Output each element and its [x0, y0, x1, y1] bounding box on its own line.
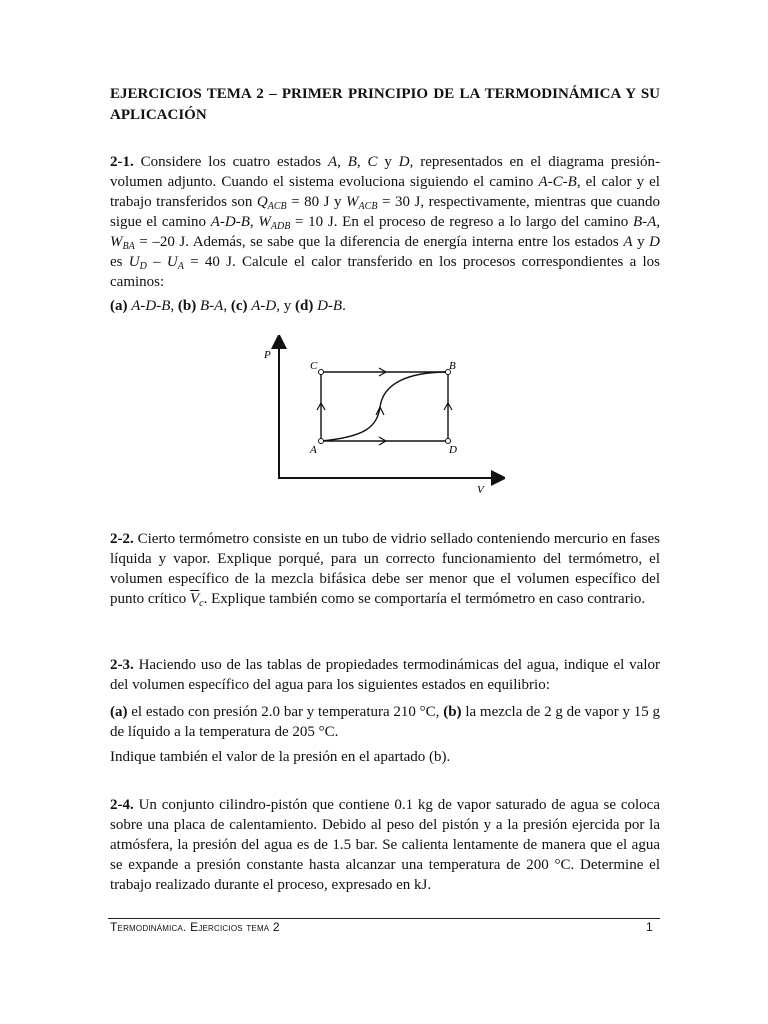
page-title: EJERCICIOS TEMA 2 – PRIMER PRINCIPIO DE LA TERMODINÁMICA Y SU APLICACIÓN — [110, 86, 660, 123]
exercise-2-1-parts: (a) A-D-B, (b) B-A, (c) A-D, y (d) D-B. — [110, 298, 346, 314]
exercise-number: 2-3. — [110, 657, 134, 673]
exercise-2-1: 2-1. Considere los cuatro estados A, B, C y D, representados en el diagrama presión-volumen adjunto. Cuando el sistema evoluciona siguiendo el camino A-C-B, el calor y el trabajo transferidos son $Q_{ACB} = 80$ J y $W_{ACB} = 30$ J, respectivamente, mientras que cuando sigue el camino A-D-B, $W_{ADB} = 10$ J. En el proceso de regreso a lo largo del camino B-A, $W_{BA} = -20$ J. Además, se sabe que la diferencia de energía interna entre los estados A y D es $U_D - U_A = 40$ J. Calcule el calor transferido en los procesos correspondientes a los caminos: — [110, 154, 661, 290]
exercise-2-4: 2-4. Un conjunto cilindro-pistón que contiene 0.1 kg de vapor saturado de agua se coloca sobre una placa de calentamiento. Debido al peso del pistón y a la presión ejercida por la atmósfera, la presión del agua es de 1.5 bar. Se calienta lentamente de manera que el agua se expande a presión constante hasta alcanzar una temperatura de 200 °C. Determine el trabajo realizado durante el proceso, expresado en kJ. — [110, 797, 660, 893]
footer-title: Termodinámica. Ejercicios tema 2 — [110, 920, 280, 934]
page-number: 1 — [646, 920, 653, 934]
exercise-number: 2-2. — [110, 531, 134, 547]
label-c: C — [310, 360, 318, 372]
label-a: A — [310, 444, 317, 456]
arrow-a-b — [376, 407, 384, 415]
exercise-2-3: 2-3. Haciendo uso de las tablas de propiedades termodinámicas del agua, indique el valor del volumen específico del agua para los siguientes estados en equilibrio: — [110, 657, 660, 693]
exercise-2-3-parts: (a) el estado con presión 2.0 bar y temperatura 210 °C, (b) la mezcla de 2 g de vapor y 15 g de líquido a la temperatura de 205 °C. — [110, 704, 660, 740]
pv-diagram — [255, 335, 505, 500]
point-d — [446, 439, 451, 444]
v-axis-label: V — [477, 484, 484, 496]
p-axis-label: P — [264, 349, 271, 361]
footer-divider — [108, 918, 660, 919]
path-a-b-curve — [321, 372, 448, 441]
exercise-2-2: 2-2. Cierto termómetro consiste en un tubo de vidrio sellado conteniendo mercurio en fases líquida y vapor. Explique porqué, para un correcto funcionamiento del termómetro, el volumen específico de la mezcla bifásica debe ser menor que el volumen específico del punto crítico $\overline{V}_c$. Explique también como se comportaría el termómetro en caso contrario. — [110, 531, 660, 609]
label-b: B — [449, 360, 456, 372]
exercise-number: 2-1. — [110, 154, 134, 170]
exercise-2-3-extra: Indique también el valor de la presión en el apartado (b). — [110, 749, 451, 765]
exercise-number: 2-4. — [110, 797, 134, 813]
label-d: D — [449, 444, 457, 456]
point-a — [319, 439, 324, 444]
point-c — [319, 370, 324, 375]
